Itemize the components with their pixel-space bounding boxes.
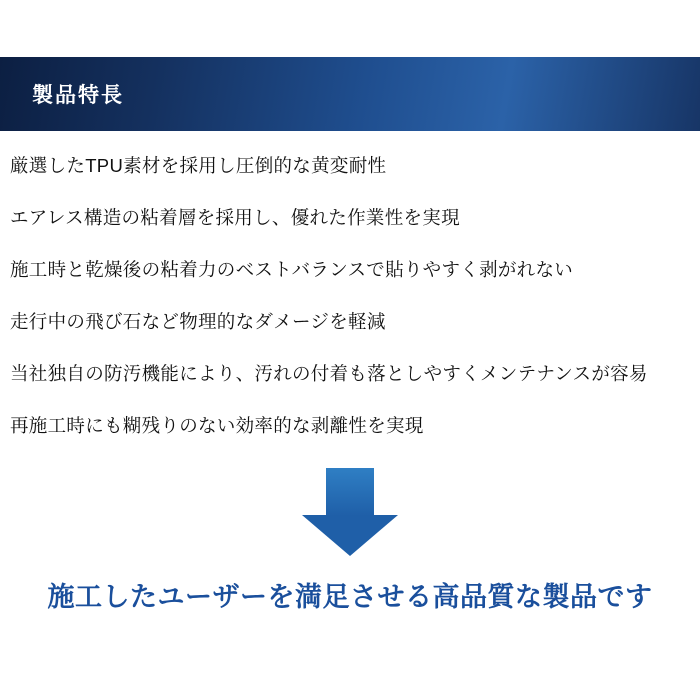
conclusion-text: 施工したユーザーを満足させる高品質な製品です	[47, 582, 653, 612]
section-header-bar	[0, 57, 700, 131]
arrow-head	[302, 515, 398, 556]
arrow-container	[0, 468, 700, 556]
list-item: 厳選したTPU素材を採用し圧倒的な黄変耐性	[10, 155, 387, 176]
list-item: 施工時と乾燥後の粘着力のベストバランスで貼りやすく剥がれない	[10, 259, 574, 280]
list-item: 走行中の飛び石など物理的なダメージを軽減	[10, 311, 386, 332]
feature-list	[0, 140, 700, 452]
arrow-shaft	[326, 468, 374, 516]
down-arrow-icon	[302, 468, 398, 556]
list-item: エアレス構造の粘着層を採用し、優れた作業性を実現	[10, 207, 460, 228]
list-item: 当社独自の防汚機能により、汚れの付着も落としやすくメンテナンスが容易	[10, 363, 648, 384]
page-title: 製品特長	[32, 84, 124, 107]
list-item: 再施工時にも糊残りのない効率的な剥離性を実現	[10, 415, 424, 436]
